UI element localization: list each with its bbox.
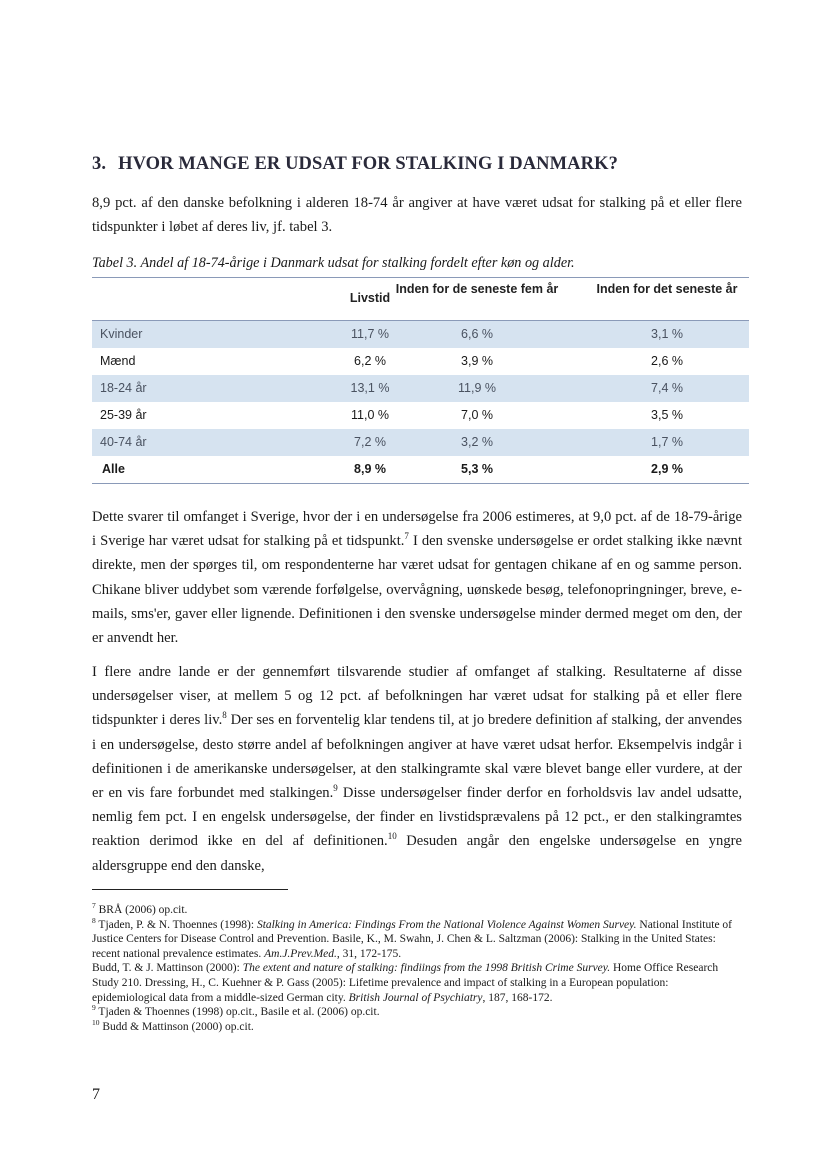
footnote-text: BRÅ (2006) op.cit. [95, 904, 188, 916]
header-livstid: Livstid [349, 291, 391, 305]
table-row-total [92, 456, 749, 483]
section-title: HVOR MANGE ER UDSAT FOR STALKING I DANMARK? [118, 154, 618, 174]
cell-five-years: 6,6 % [461, 327, 493, 341]
footnote-text: Tjaden, P. & N. Thoennes (1998): [95, 918, 257, 931]
row-label: 18-24 år [100, 381, 147, 395]
paragraph-text: Disse undersøgelser finder derfor en forholdsvis lav andel udsatte, nemlig fem pct. I en engelsk undersøgelse, der finder en livstidsprævalens på 12 pct., er den stalkingramtes reaktion derimod ikke en del af definitionen. [92, 785, 742, 850]
cell-last-year: 2,6 % [651, 354, 683, 368]
paragraph-sweden [92, 505, 742, 650]
table-row [92, 321, 749, 348]
paragraph-text: I flere andre lande er der gennemført tilsvarende studier af omfanget af stalking. Resultaterne af disse undersøgelser viser, at mellem 5 og 12 pct. af befolkningen har været udsat for stalking på et eller flere tidspunkter i deres liv. [92, 664, 742, 729]
table-bottom-rule [92, 483, 749, 484]
cell-livstid: 11,0 % [351, 408, 389, 422]
cell-five-years: 7,0 % [461, 408, 493, 422]
footnote-text: Budd & Mattinson (2000) op.cit. [99, 1020, 254, 1033]
footnote-text: Budd, T. & J. Mattinson (2000): [92, 962, 243, 975]
cell-five-years: 3,9 % [461, 354, 493, 368]
footnotes [92, 903, 744, 1034]
footnote-7 [92, 903, 744, 918]
cell-last-year: 7,4 % [651, 381, 683, 395]
footnote-8 [92, 915, 744, 1006]
cell-five-years: 3,2 % [461, 435, 493, 449]
header-last-year: Inden for det seneste år [596, 282, 738, 296]
footnote-number: 10 [92, 1017, 100, 1027]
footnote-title: The extent and nature of stalking: findiings from the 1998 British Crime Survey. [242, 962, 611, 975]
cell-last-year: 3,1 % [651, 327, 683, 341]
footnote-journal: British Journal of Psychiatry [348, 991, 483, 1004]
table-row [92, 348, 749, 375]
cell-last-year: 2,9 % [651, 462, 683, 476]
footnote-text: , 187, 168-172. [482, 991, 553, 1004]
footnote-title: Stalking in America: Findings From the National Violence Against Women Survey. [256, 918, 637, 931]
cell-last-year: 1,7 % [651, 435, 683, 449]
footnote-text: Tjaden & Thoennes (1998) op.cit., Basile et al. (2006) op.cit. [95, 1006, 380, 1019]
table-row [92, 429, 749, 456]
page-number: 7 [92, 1086, 100, 1103]
paragraph-text: Der ses en forventelig klar tendens til, at jo bredere definition af stalking, der anvendes i en undersøgelse, desto større andel af befolkningen angiver at have været udsat herfor. Eksempelvis indgår i definitionen i de amerikanske undersøgelser, at den stalkingramte skal være blevet bange eller vurdere, at der er en vis fare forbundet med stalkingen. [92, 712, 742, 802]
cell-livstid: 11,7 % [351, 327, 389, 341]
footnote-text: Home Office Research Study 210. Dressing, H., C. Kuehner & P. Gass (2005): Lifetime prevalence and impact of stalking in a European population: epidemiological data from a middle-sized German city. [92, 962, 719, 1004]
row-label: Kvinder [100, 327, 143, 341]
footnote-ref: 9 [333, 783, 338, 794]
cell-livstid: 6,2 % [354, 354, 386, 368]
row-label: Alle [102, 462, 125, 476]
intro-paragraph: 8,9 pct. af den danske befolkning i alderen 18-74 år angiver at have været udsat for stalking på et eller flere tidspunkter i løbet af deres liv, jf. tabel 3. [92, 195, 742, 236]
footnote-number: 7 [92, 901, 96, 911]
footnote-number: 8 [92, 915, 96, 925]
cell-five-years: 11,9 % [458, 381, 496, 395]
footnote-10 [92, 1017, 744, 1035]
paragraph-text: Dette svarer til omfanget i Sverige, hvor der i en undersøgelse fra 2006 estimeres, at 9,0 pct. af de 18-79-årige i Sverige har været udsat for stalking på et tidspunkt. [92, 509, 742, 550]
section-heading [92, 154, 618, 175]
table-caption: Tabel 3. Andel af 18-74-årige i Danmark udsat for stalking fordelt efter køn og alder. [92, 255, 575, 271]
footnote-separator [92, 889, 288, 890]
footnote-ref: 10 [387, 831, 397, 842]
cell-livstid: 8,9 % [354, 462, 386, 476]
footnote-journal: Am.J.Prev.Med. [264, 947, 337, 960]
footnote-9 [92, 1005, 744, 1020]
footnote-ref: 8 [222, 710, 227, 721]
paragraph-text: Desuden angår den engelske undersøgelse en yngre aldersgruppe end den danske, [92, 833, 742, 874]
row-label: 25-39 år [100, 408, 147, 422]
section-number: 3. [92, 154, 107, 174]
footnote-text: , 31, 172-175. [336, 947, 402, 960]
table-row [92, 402, 749, 429]
row-label: Mænd [100, 354, 136, 368]
footnote-ref: 7 [404, 531, 409, 542]
paragraph-other-countries [92, 660, 742, 878]
stalking-table [92, 277, 749, 484]
cell-livstid: 13,1 % [350, 381, 390, 395]
row-label: 40-74 år [100, 435, 147, 449]
header-five-years: Inden for de seneste fem år [395, 282, 559, 296]
table-row [92, 375, 749, 402]
cell-last-year: 3,5 % [651, 408, 683, 422]
paragraph-text: I den svenske undersøgelse er ordet stalking ikke nævnt direkte, men der spørges til, om respondenterne har været udsat for gentagen chikane af en og samme person. Chikane bliver uddybet som værende forfølgelse, overvågning, uønskede besøg, telefonopringninger, breve, e-mails, sms'er, gaver eller lignende. Definitionen i den svenske undersøgelse minder dermed meget om den, der er anvendt her. [92, 533, 742, 647]
footnote-number: 9 [92, 1003, 96, 1013]
cell-five-years: 5,3 % [461, 462, 493, 476]
cell-livstid: 7,2 % [354, 435, 386, 449]
table-header-row [92, 278, 749, 320]
footnote-text: National Institute of Justice Centers for Disease Control and Prevention. Basile, K., M. Swahn, J. Chen & L. Saltzman (2006): Stalking in the United States: recent national prevalence estimates. [92, 918, 733, 960]
